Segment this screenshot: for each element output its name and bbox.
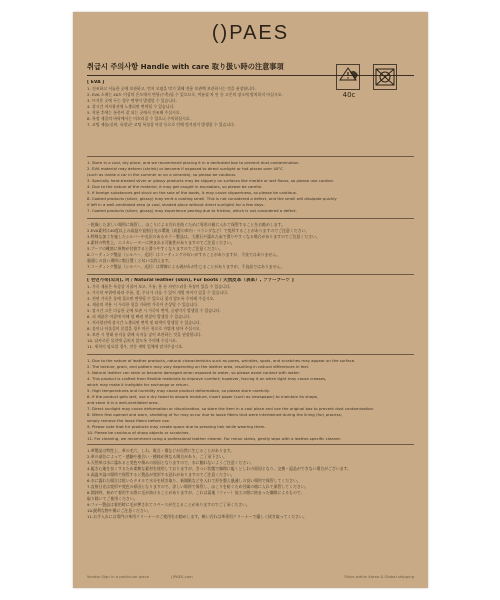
jp-leather-line: 11.お手入れには専門の革用クリーナーのご使用をお勧めします。軽い汚れは革専用クリーナーで優しく拭き取ってください。: [87, 514, 307, 519]
brand-logo: ()PAES: [211, 22, 290, 44]
en-eva-line: 6. Coated products (silver, glossy) may emit a coating smell. This is not considered a defect, and the smell will dissipate quickly: [87, 196, 337, 201]
eva-line: 1. 건조하고 서늘한 곳에 보관하고, 먼지 오염을 막기 위해 전용 보관백 보관하시는 것을 권장합니다.: [87, 86, 256, 91]
footer-left-text: Vendor Sign in a particular place: [87, 574, 149, 579]
leather-line: 3. 천연 가죽은 물에 젖으면 변형될 수 있으니 젖지 않도록 주의해 주십시오.: [87, 296, 215, 301]
section-divider: [87, 156, 414, 157]
title-divider: [87, 75, 414, 76]
en-leather-line: 2. The texture, grain, and pattern may vary depending on the leather area, resulting in natural differences in feel.: [87, 364, 310, 369]
temperature-label: 40c: [342, 91, 356, 99]
en-eva-line: 5. If foreign substances get stuck on the sole of the boots, it may cause slipperiness, so please be cautious.: [87, 190, 297, 195]
leather-line: 8. 물이나 이물질이 묻었을 경우 마른 천으로 가볍게 닦아 주십시오.: [87, 326, 201, 331]
jp-leather-line: 10.鋭利な物や傷にご注意ください。: [87, 508, 152, 513]
leather-line: 9. 보관 시 형태 유지를 위해 속지를 넣어 보관하는 것을 권장합니다.: [87, 332, 203, 337]
eva-line: 2. EVA 소재는 40도 이상의 온도에서 변형(수축)될 수 있으므로, 여름철 차 안 등 고온의 장소에 방치하지 마십시오.: [87, 92, 283, 97]
en-leather-line: 10. Please be cautious of sharp objects or scratches.: [87, 430, 190, 435]
jp-leather-line: 6.水に濡れた場合は乾いたタオルで水分を拭き取り、新聞紙などを入れて形を整え風通しの良い場所で保管してください。: [87, 478, 301, 483]
jp-eva-line: 7.コーティング製品（シルバー、光沢）は摩擦による剥がれが生じることがありますが、不良品ではありません。: [87, 264, 285, 269]
jp-eva-line: 6.コーティング製品（シルバー、光沢）はコーティングの匂いがすることがありますが、不良ではありません。: [87, 252, 281, 257]
jp-eva-line: 3.特殊な加工を施したシルバーや光沢のあるカラー製品は、大理石や濡れた床で滑りやすくなる場合がありますのでご注意ください。: [87, 234, 320, 239]
en-leather-line: and store it in a well-ventilated area.: [87, 400, 159, 405]
leather-korean-section: [87, 278, 414, 350]
en-leather-line: 5. High temperatures and humidity may cause product deformation, so please store carefully.: [87, 388, 270, 393]
footer-website: ()PAES.com: [171, 574, 193, 579]
jp-leather-line: 4.履き心地を良くするため柔軟な素材を使用しておりますが、きつい状態で無理に履くとしわの原因となり、交換・返品ができない場合がございます。: [87, 466, 352, 471]
leather-line: 7. 직사광선에 장시간 노출되면 변색 및 퇴색이 발생할 수 있습니다.: [87, 320, 201, 325]
leather-line: 11. 세척이 필요할 경우, 전문 세탁 업체에 맡겨주십시오.: [87, 344, 184, 349]
section-divider: [87, 274, 414, 275]
jp-eva-line: 4.素材の特性上、エスカレーターに挟まれる可能性がありますのでご注意ください。: [87, 240, 235, 245]
section-divider: [87, 444, 414, 445]
section-divider: [87, 218, 414, 219]
eva-korean-section: [87, 80, 414, 128]
en-leather-line: 9. Please note that fur products may create space due to pressing hair while wearing them.: [87, 424, 266, 429]
jp-eva-line: 5.ブーツの靴底に異物が付着すると滑りやすくなりますのでご注意ください。: [87, 246, 223, 251]
jp-leather-line: 9.ファー製品は着用時に毛が押されてスペースが生じることがありますのでご了承ください。: [87, 502, 250, 507]
care-label-card: [73, 12, 428, 588]
en-leather-line: 1. Due to the nature of leather products, natural characteristics such as pores, wrinkles, spots, and scratches may appear on the surface.: [87, 358, 356, 363]
leather-heading: [ 천연가죽(외피), 퍼 / Natural leather (skin), Fur boots / 天然皮革（表革）, ファーブーツ ]: [87, 278, 294, 283]
jp-leather-line: 7.直射日光は変形や変色の原因となりますので、涼しい場所で保管し、ほこりを防ぐため付属の箱に入れて保管してください。: [87, 484, 309, 489]
en-eva-line: 4. Due to the nature of the material, it may get caught in escalators, so please be careful.: [87, 184, 263, 189]
leather-english-section: [87, 358, 414, 442]
eva-line: 3. 뜨거운 곳에 두는 경우 변형이 발생할 수 있습니다.: [87, 98, 178, 103]
en-leather-line: 8. When first opened and worn, shedding of fur may occur due to loose fibers that were intertwined during the lining (fur) process;: [87, 412, 342, 417]
eva-line: 7. 코팅 제품(실버, 유광)은 코팅 특성상 마찰 등으로 인해 벗겨짐이 발생할 수 있습니다.: [87, 122, 236, 127]
footer-shipping-text: Ships within Korea & Global shipping: [344, 574, 414, 579]
leather-line: 1. 가죽 제품은 특성상 거칠어 보고, 주름, 흠 등 자연스러운 특징이 있을 수 있습니다.: [87, 284, 231, 289]
jp-leather-line: 2.革の部位によって・感触や風合い・模様が異なる場合があり、ご了承下さい。: [87, 454, 227, 459]
eva-line: 4. 장시간 직사광선에 노출되면 변색될 수 있습니다.: [87, 104, 175, 109]
jp-leather-line: 取り除いてご使用ください。: [87, 496, 138, 501]
jp-leather-line: 5.高温多湿の場所で保管すると製品が変形する恐れがありますのでご注意ください。: [87, 472, 235, 477]
en-leather-line: 7. Direct sunlight may cause deformation or discoloration, so store the item in a cool place and use the original box to prevent dust contamination.: [87, 406, 375, 411]
en-eva-line: 7. Coated products (silver, glossy) may experience peeling due to friction, which is not considered a defect.: [87, 208, 297, 213]
jp-leather-line: 3.天然革は水に濡れると変色や傷みの原因となりますので、水に触れないようご注意ください。: [87, 460, 255, 465]
jp-leather-line: 1.革製品は特性上、革の毛穴、しわ、斑点・傷などが自然に生じることがあります。: [87, 448, 235, 453]
en-leather-line: 4. This product is crafted from flexible materials to improve comfort; however, forcing it on when tight may cause creases,: [87, 376, 327, 381]
leather-line: 4. 제품의 착용 시 무리한 힘을 가하면 가죽이 손상될 수 있습니다.: [87, 302, 199, 307]
en-leather-line: 11. For cleaning, we recommend using a professional leather cleaner. For minor stains, gently wipe with a leather-specific cleaner.: [87, 436, 341, 441]
en-eva-line: (such as inside a car in the summer or on a veranda), so please be cautious.: [87, 172, 237, 177]
en-leather-line: 3. Natural leather can stain or become damaged when exposed to water, so please avoid contact with water.: [87, 370, 300, 375]
jp-leather-line: 8.開封時、初めて着用する際に毛が抜けることがありますが、これは裏地（ファー）加工の際に絡まった繊維によるもので、: [87, 490, 305, 495]
eva-line: 5. 착용 후에는 통풍이 잘 되는 곳에서 건조해 주십시오.: [87, 110, 181, 115]
section-divider: [87, 354, 414, 355]
eva-line: 6. 특정 재질의 바닥에서는 미끄러질 수 있으니 주의하십시오.: [87, 116, 191, 121]
leather-line: 6. 퍼 제품은 마찰에 의해 털 빠짐 현상이 발생할 수 있습니다.: [87, 314, 191, 319]
leather-line: 5. 장시간 고온 다습한 곳에 보관 시 가죽의 변색, 곰팡이가 발생할 수 있습니다.: [87, 308, 221, 313]
care-title: 취급시 주의사항 Handle with care 取り扱い時の注意事項: [87, 62, 284, 71]
eva-japanese-section: [87, 222, 414, 270]
leather-japanese-section: [87, 448, 414, 520]
en-eva-line: 1. Store in a cool, dry place, and we recommend placing it in a dedicated box to prevent dust contamination.: [87, 160, 300, 165]
leather-line: 2. 가죽의 부위에 따라 주름, 결, 무늬가 다를 수 있어 개별 차이가 있을 수 있습니다.: [87, 290, 229, 295]
jp-eva-line: 風通しの良い場所に数日置くと匂いは消えます。: [87, 258, 173, 263]
en-eva-line: 2. EVA material may deform (shrink) or become if exposed to direct sunlight or hot places over 40°C: [87, 166, 283, 171]
en-eva-line: 3. Specially heat-treated silver or glossy products may be slippery on surfaces like marble or wet floors, so please use caution.: [87, 178, 335, 183]
jp-eva-line: 2.EVA素材は40度以上の高温や直射日光の環境（真夏の車内・ベランダなど）で変形することがありますのでご注意ください。: [87, 228, 310, 233]
leather-line: 10. 날카로운 물건에 긁히지 않도록 주의해 주십시오.: [87, 338, 178, 343]
eva-heading: [ EVA ]: [87, 80, 105, 85]
eva-english-section: [87, 160, 414, 214]
en-leather-line: simply remove the loose fibers before use.: [87, 418, 171, 423]
en-leather-line: which may make it ineligible for exchange or return.: [87, 382, 189, 387]
en-leather-line: 6. If the product gets wet, use a dry towel to absorb moisture, insert paper (such as newspaper) to maintain its shape,: [87, 394, 319, 399]
en-eva-line: if left in a well-ventilated area (a cool, shaded place without direct sunlight) for a few days.: [87, 202, 265, 207]
jp-eva-line: ・乾燥した涼しい場所に保管し、ほこりによる汚れを防ぐために専用の箱に入れて保管することをお勧めします。: [87, 222, 286, 227]
